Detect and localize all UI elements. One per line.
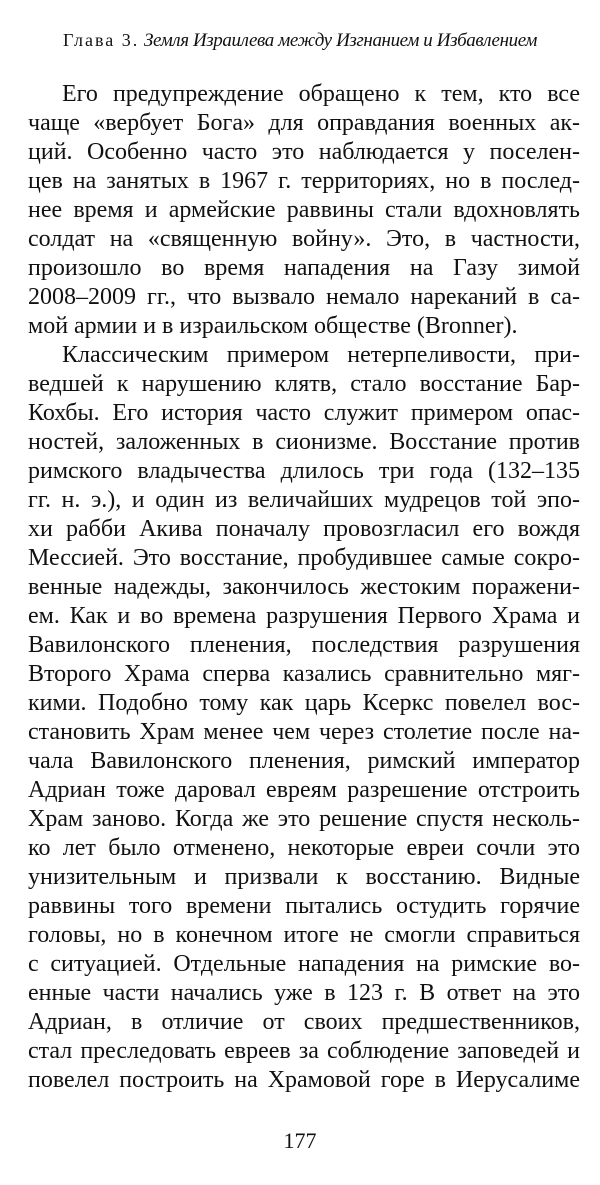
chapter-label: Глава 3. xyxy=(62,30,140,50)
text-line: головы, но в конечном итоге не смогли справиться xyxy=(28,922,580,948)
text-line: римского владычества длилось три года (132–135 xyxy=(28,458,580,484)
text-line: гг. н. э.), и один из величайших мудрецов той эпо- xyxy=(28,487,580,513)
text-line: ций. Особенно часто это наблюдается у поселен- xyxy=(28,139,580,165)
text-line: Кохбы. Его история часто служит примером опас- xyxy=(28,400,580,426)
text-line: ко лет было отменено, некоторые евреи сочли это xyxy=(28,835,580,861)
text-line: Классическим примером нетерпеливости, при- xyxy=(62,342,580,368)
text-line: Мессией. Это восстание, пробудившее самые сокро- xyxy=(28,545,580,571)
text-line: Второго Храма сперва казались сравнительно мяг- xyxy=(28,661,580,687)
text-line: солдат на «священную войну». Это, в частности, xyxy=(28,226,580,252)
text-line: чала Вавилонского пленения, римский император xyxy=(28,748,580,774)
text-line: нее время и армейские раввины стали вдохновлять xyxy=(28,197,580,223)
running-header xyxy=(0,30,600,52)
text-line: цев на занятых в 1967 г. территориях, но в послед- xyxy=(28,168,580,194)
text-line: енные части начались уже в 123 г. В ответ на это xyxy=(28,980,580,1006)
text-line: произошло во время нападения на Газу зимой xyxy=(28,255,580,281)
text-line: кими. Подобно тому как царь Ксеркс повелел вос- xyxy=(28,690,580,716)
text-line: венные надежды, закончилось жестоким поражени- xyxy=(28,574,580,600)
text-line: становить Храм менее чем через столетие после на- xyxy=(28,719,580,745)
text-line: Вавилонского пленения, последствия разрушения xyxy=(28,632,580,658)
text-line: Храм заново. Когда же это решение спустя несколь- xyxy=(28,806,580,832)
text-line: ностей, заложенных в сионизме. Восстание против xyxy=(28,429,580,455)
text-line: хи рабби Акива поначалу провозгласил его вождя xyxy=(28,516,580,542)
text-line: с ситуацией. Отдельные нападения на римские во- xyxy=(28,951,580,977)
text-line: раввины того времени пытались остудить горячие xyxy=(28,893,580,919)
text-line: Его предупреждение обращено к тем, кто все xyxy=(62,81,580,107)
text-line: повелел построить на Храмовой горе в Иерусалиме xyxy=(28,1067,580,1093)
chapter-title: Земля Израилева между Изгнанием и Избавлением xyxy=(144,30,537,51)
page-body xyxy=(28,80,580,1095)
text-line: 2008–2009 гг., что вызвало немало нареканий в са- xyxy=(28,284,580,310)
text-line: унизительным и призвали к восстанию. Видные xyxy=(28,864,580,890)
text-line: мой армии и в израильском обществе (Bronner). xyxy=(28,313,518,339)
text-line: ем. Как и во времена разрушения Первого Храма и xyxy=(28,603,580,629)
page-number: 177 xyxy=(283,1128,317,1153)
text-line: стал преследовать евреев за соблюдение заповедей и xyxy=(28,1038,580,1064)
text-line: ведшей к нарушению клятв, стало восстание Бар- xyxy=(28,371,580,397)
text-line: чаще «вербует Бога» для оправдания военных ак- xyxy=(28,110,580,136)
text-line: Адриан, в отличие от своих предшественников, xyxy=(28,1009,580,1035)
text-line: Адриан тоже даровал евреям разрешение отстроить xyxy=(28,777,580,803)
